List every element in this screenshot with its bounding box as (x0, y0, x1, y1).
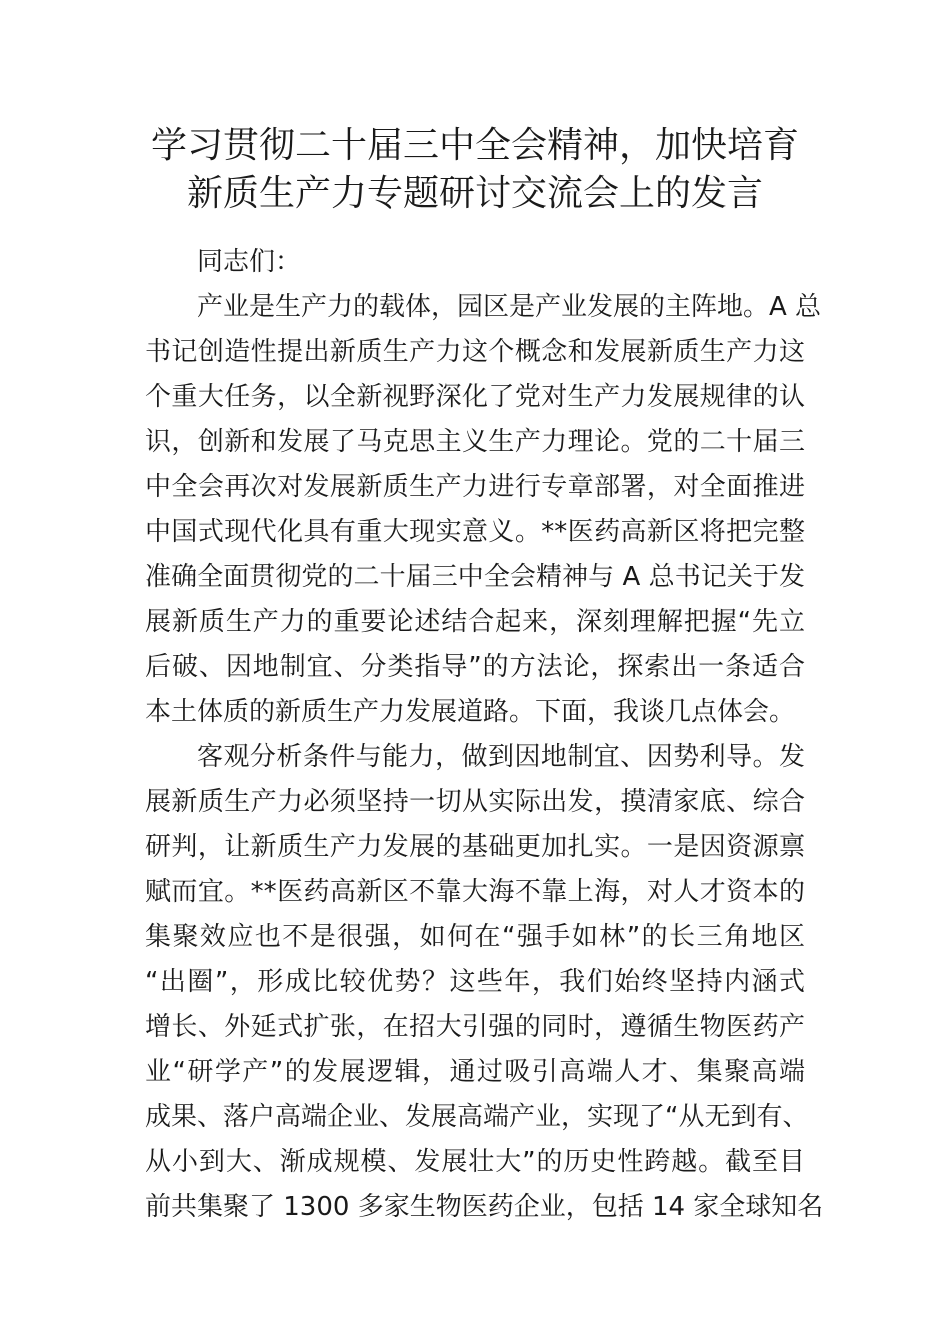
paragraph-line: 成果、落户高端企业、发展高端产业，实现了“从无到有、 (145, 1102, 809, 1132)
paragraph-line: 识，创新和发展了马克思主义生产力理论。党的二十届三 (145, 427, 805, 457)
paragraph-line: 展新质生产力的重要论述结合起来，深刻理解把握“先立 (145, 607, 805, 637)
paragraph-line: 客观分析条件与能力，做到因地制宜、因势利导。发 (197, 742, 805, 772)
paragraph-line: 后破、因地制宜、分类指导”的方法论，探索出一条适合 (145, 652, 805, 682)
paragraph-line: 增长、外延式扩张，在招大引强的同时，遵循生物医药产 (145, 1012, 805, 1042)
paragraph-2 (145, 735, 824, 1230)
title-line: 新质生产力专题研讨交流会上的发言 (186, 173, 763, 214)
paragraph-line: 集聚效应也不是很强，如何在“强手如林”的长三角地区 (145, 922, 805, 952)
paragraph-line: 展新质生产力必须坚持一切从实际出发，摸清家底、综合 (145, 787, 805, 817)
salutation: 同志们： (197, 247, 302, 277)
paragraph-line: 书记创造性提出新质生产力这个概念和发展新质生产力这 (145, 337, 805, 367)
paragraph-line: “出圈”，形成比较优势？这些年，我们始终坚持内涵式 (145, 967, 805, 997)
paragraph-line: 从小到大、渐成规模、发展壮大”的历史性跨越。截至目 (145, 1147, 805, 1177)
paragraph-line: 赋而宜。**医药高新区不靠大海不靠上海，对人才资本的 (145, 877, 805, 907)
title-line: 学习贯彻二十届三中全会精神，加快培育 (150, 125, 799, 166)
document-title (120, 122, 830, 218)
paragraph-line: 研判，让新质生产力发展的基础更加扎实。一是因资源禀 (145, 832, 805, 862)
paragraph-line: 业“研学产”的发展逻辑，通过吸引高端人才、集聚高端 (145, 1057, 805, 1087)
document-body (145, 240, 824, 1230)
paragraph-line: 个重大任务，以全新视野深化了党对生产力发展规律的认 (145, 382, 805, 412)
paragraph-line: 产业是生产力的载体，园区是产业发展的主阵地。A 总 (197, 292, 822, 322)
paragraph-line: 中全会再次对发展新质生产力进行专章部署，对全面推进 (145, 472, 805, 502)
paragraph-line: 本土体质的新质生产力发展道路。下面，我谈几点体会。 (145, 697, 796, 727)
paragraph-1 (145, 285, 822, 735)
paragraph-line: 前共集聚了 1300 多家生物医药企业，包括 14 家全球知名 (145, 1192, 824, 1222)
paragraph-line: 中国式现代化具有重大现实意义。**医药高新区将把完整 (145, 517, 805, 547)
paragraph-line: 准确全面贯彻党的二十届三中全会精神与 A 总书记关于发 (145, 562, 805, 592)
